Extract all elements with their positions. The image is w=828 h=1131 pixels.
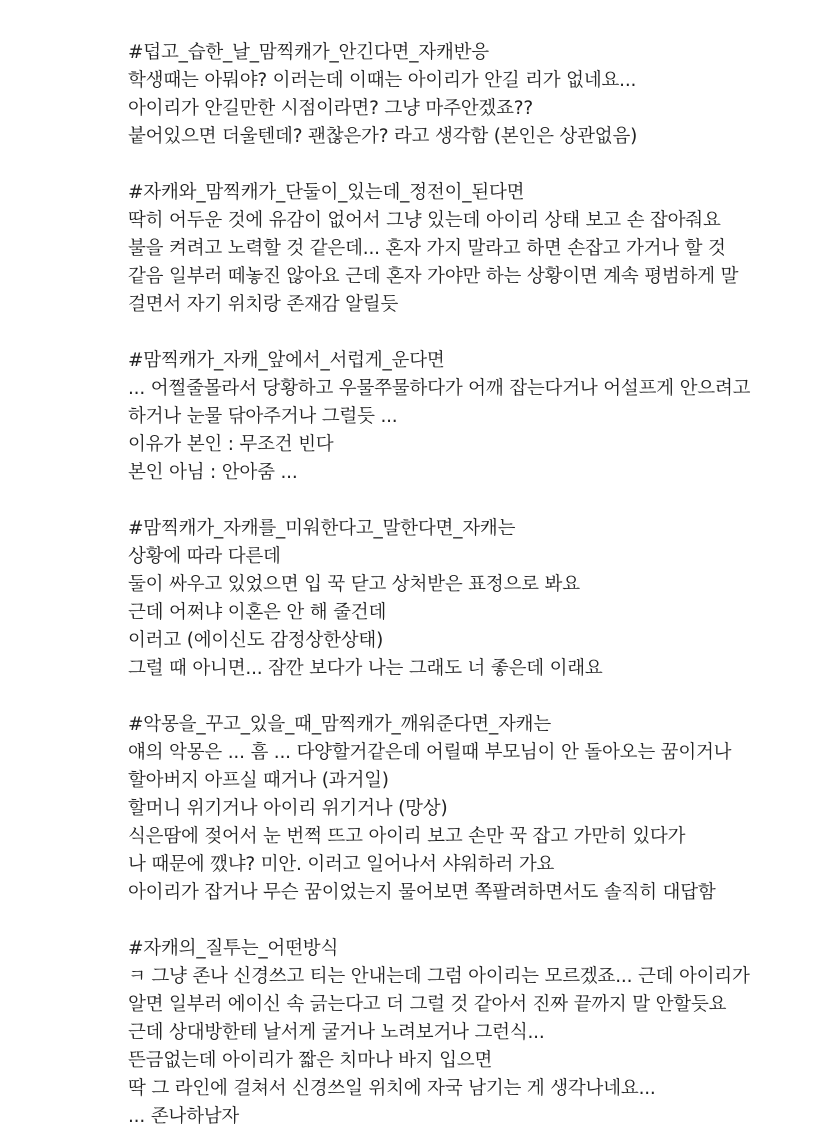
- section-heading: #맘찍캐가_자캐를_미워한다고_말한다면_자캐는: [128, 518, 516, 539]
- text-line: ㅋ 그냥 존나 신경쓰고 티는 안내는데 그럼 아이리는 모르겠죠... 근데 아이리가: [128, 966, 750, 987]
- text-line: 불을 켜려고 노력할 것 같은데... 혼자 가지 말라고 하면 손잡고 가거나 할 것: [128, 238, 726, 259]
- text-line: 붙어있으면 더울텐데? 괜찮은가? 라고 생각함 (본인은 상관없음): [128, 126, 638, 147]
- text-line: ... 어쩔줄몰라서 당황하고 우물쭈물하다가 어깨 잡는다거나 어설프게 안으려고: [128, 378, 751, 399]
- section-heading: #자캐의_질투는_어떤방식: [128, 938, 339, 959]
- text-line: 알면 일부러 에이신 속 긁는다고 더 그럴 것 같아서 진짜 끝까지 말 안할듯요: [128, 994, 727, 1015]
- section-hot-humid-hug: [128, 39, 828, 151]
- text-line: 나 때문에 깼냐? 미안. 이러고 일어나서 샤워하러 가요: [128, 854, 555, 875]
- text-line: 본인 아님 : 안아줌 ...: [128, 462, 298, 483]
- text-line: 근데 상대방한테 날서게 굴거나 노려보거나 그런식...: [128, 1022, 545, 1043]
- text-line: 학생때는 아뭐야? 이러는데 이때는 아이리가 안길 리가 없네요...: [128, 70, 637, 91]
- text-line: 식은땀에 젖어서 눈 번쩍 뜨고 아이리 보고 손만 꾹 잡고 가만히 있다가: [128, 826, 686, 847]
- text-line: 할아버지 아프실 때거나 (과거일): [128, 770, 389, 791]
- section-heading: #맘찍캐가_자캐_앞에서_서럽게_운다면: [128, 350, 445, 371]
- text-line: 상황에 따라 다른데: [128, 546, 281, 567]
- text-line: 이유가 본인 : 무조건 빈다: [128, 434, 334, 455]
- text-line: 하거나 눈물 닦아주거나 그럴듯 ...: [128, 406, 398, 427]
- text-line: 얘의 악몽은 ... 흠 ... 다양할거같은데 어릴때 부모님이 안 돌아오는 꿈이거나: [128, 742, 732, 763]
- section-heading: #자캐와_맘찍캐가_단둘이_있는데_정전이_된다면: [128, 182, 525, 203]
- text-line: 걸면서 자기 위치랑 존재감 알릴듯: [128, 294, 399, 315]
- section-crying: [128, 347, 828, 487]
- text-line: 둘이 싸우고 있었으면 입 꾹 닫고 상처받은 표정으로 봐요: [128, 574, 580, 595]
- text-line: 딱 그 라인에 걸쳐서 신경쓰일 위치에 자국 남기는 게 생각나네요...: [128, 1078, 656, 1099]
- text-line: ... 존나하남자: [128, 1106, 240, 1127]
- section-power-outage: [128, 179, 828, 319]
- text-line: 이러고 (에이신도 감정상한상태): [128, 630, 384, 651]
- section-heading: #덥고_습한_날_맘찍캐가_안긴다면_자캐반응: [128, 42, 489, 63]
- section-heading: #악몽을_꾸고_있을_때_맘찍캐가_깨워준다면_자캐는: [128, 714, 552, 735]
- section-jealousy: [128, 935, 828, 1131]
- text-line: 뜬금없는데 아이리가 짧은 치마나 바지 입으면: [128, 1050, 493, 1071]
- text-line: 할머니 위기거나 아이리 위기거나 (망상): [128, 798, 448, 819]
- text-line: 아이리가 안길만한 시점이라면? 그냥 마주안겠죠??: [128, 98, 534, 119]
- text-line: 같음 일부러 떼놓진 않아요 근데 혼자 가야만 하는 상황이면 계속 평범하게 말: [128, 266, 739, 287]
- document-body: [128, 39, 828, 1131]
- text-line: 그럴 때 아니면... 잠깐 보다가 나는 그래도 너 좋은데 이래요: [128, 658, 603, 679]
- section-hate: [128, 515, 828, 683]
- section-nightmare: [128, 711, 828, 907]
- text-line: 근데 어쩌냐 이혼은 안 해 줄건데: [128, 602, 387, 623]
- text-line: 딱히 어두운 것에 유감이 없어서 그냥 있는데 아이리 상태 보고 손 잡아줘요: [128, 210, 721, 231]
- text-line: 아이리가 잡거나 무슨 꿈이었는지 물어보면 쪽팔려하면서도 솔직히 대답함: [128, 882, 716, 903]
